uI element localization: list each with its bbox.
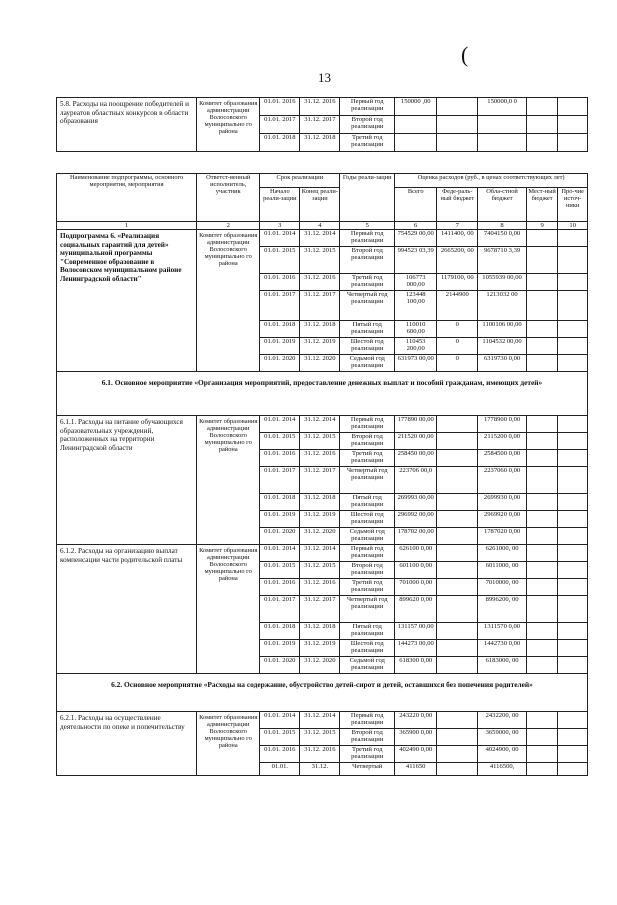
section-heading: 6.2. Основное мероприятие «Расходы на содержание, обустройство детей-сирот и детей, оставшихся без попечения родителей» — [57, 674, 588, 712]
header-regional: Обла-стной бюджет — [478, 188, 526, 222]
federal-value: 0 — [437, 321, 478, 338]
other-value — [558, 528, 588, 545]
start-date: 01.01. 2014 — [260, 712, 300, 729]
header-term: Срок реализации — [260, 174, 340, 188]
end-date: 31.12. 2017 — [300, 596, 340, 623]
header-federal: Феде-раль-ный бюджет — [437, 188, 478, 222]
federal-value: 0 — [437, 355, 478, 372]
task-name: 6.1.1. Расходы на питание обучающихся образовательных учреждений, расположенных на территории Ленинградской области — [57, 416, 197, 545]
column-number: 2 — [197, 222, 260, 230]
end-date: 31.12. 2017 — [300, 467, 340, 494]
regional-value: 1778900 0,00 — [478, 416, 526, 433]
other-value — [558, 355, 588, 372]
year-label: Первый год реализации — [340, 545, 395, 562]
local-value — [526, 640, 558, 657]
local-value — [526, 338, 558, 355]
federal-value — [437, 579, 478, 596]
federal-value — [437, 545, 478, 562]
regional-value: 1055939 00,00 — [478, 274, 526, 291]
start-date: 01.01. 2014 — [260, 416, 300, 433]
federal-value — [437, 657, 478, 674]
local-value — [526, 274, 558, 291]
total-value: 106773 000,00 — [395, 274, 437, 291]
total-value: 296992 00,00 — [395, 511, 437, 528]
local-value — [526, 355, 558, 372]
year-label: Третий год реализации — [340, 274, 395, 291]
federal-value — [437, 596, 478, 623]
total-value: 178702 00,00 — [395, 528, 437, 545]
federal-value — [437, 98, 478, 116]
other-value — [558, 545, 588, 562]
start-date: 01.01. 2015 — [260, 247, 300, 274]
end-date: 31.12. 2016 — [300, 579, 340, 596]
executor-name: Комитет образования администрации Волосовского муниципально го района — [197, 98, 260, 152]
year-label: Пятый год реализации — [340, 494, 395, 511]
end-date: 31.12. 2018 — [300, 623, 340, 640]
end-date: 31.12. 2015 — [300, 433, 340, 450]
local-value — [526, 623, 558, 640]
end-date: 31.12. 2018 — [300, 321, 340, 338]
year-label: Четвертый год реализации — [340, 467, 395, 494]
total-value: 411650 — [395, 763, 437, 776]
other-value — [558, 562, 588, 579]
executor-name: Комитет образования администрации Волосовского муниципально го района — [197, 416, 260, 545]
header-local: Мест-ный бюджет — [526, 188, 558, 222]
header-total: Всего — [395, 188, 437, 222]
start-date: 01.01. 2018 — [260, 321, 300, 338]
other-value — [558, 746, 588, 763]
table-row — [57, 98, 588, 116]
total-value: 269993 00,00 — [395, 494, 437, 511]
federal-value — [437, 746, 478, 763]
regional-value: 2699930 0,00 — [478, 494, 526, 511]
regional-value: 7404150 0,00 — [478, 230, 526, 247]
local-value — [526, 657, 558, 674]
start-date: 01.01. 2016 — [260, 98, 300, 116]
total-value: 110453 200,00 — [395, 338, 437, 355]
federal-value — [437, 433, 478, 450]
column-number: 3 — [260, 222, 300, 230]
executor-name: Комитет образования администрации Волосовского муниципально го района — [197, 545, 260, 674]
year-label: Третий год реализации — [340, 134, 395, 152]
start-date: 01.01. 2014 — [260, 545, 300, 562]
other-value — [558, 247, 588, 274]
local-value — [526, 596, 558, 623]
regional-value — [478, 134, 526, 152]
start-date: 01.01. — [260, 763, 300, 776]
table-row — [57, 416, 588, 433]
regional-value: 8996200, 00 — [478, 596, 526, 623]
column-number: 1 — [57, 222, 197, 230]
regional-value: 2432200, 00 — [478, 712, 526, 729]
local-value — [526, 467, 558, 494]
year-label: Четвертый год реализации — [340, 596, 395, 623]
column-number: 5 — [340, 222, 395, 230]
total-value: 123448 100,00 — [395, 291, 437, 321]
total-value: 601100 0,00 — [395, 562, 437, 579]
end-date: 31.12. 2014 — [300, 712, 340, 729]
end-date: 31.12. 2020 — [300, 355, 340, 372]
column-number: 10 — [558, 222, 588, 230]
local-value — [526, 579, 558, 596]
header-executor: Ответст-венный исполнитель, участник — [197, 174, 260, 222]
federal-value — [437, 729, 478, 746]
start-date: 01.01. 2019 — [260, 640, 300, 657]
end-date: 31.12. 2014 — [300, 545, 340, 562]
federal-value — [437, 450, 478, 467]
other-value — [558, 338, 588, 355]
year-label: Шестой год реализации — [340, 511, 395, 528]
column-number-row — [57, 222, 588, 230]
federal-value — [437, 528, 478, 545]
end-date: 31.12. 2016 — [300, 274, 340, 291]
end-date: 31.12. 2016 — [300, 98, 340, 116]
local-value — [526, 763, 558, 776]
total-value: 631973 00,00 — [395, 355, 437, 372]
start-date: 01.01. 2019 — [260, 511, 300, 528]
year-label: Третий год реализации — [340, 579, 395, 596]
federal-value — [437, 562, 478, 579]
year-label: Второй год реализации — [340, 729, 395, 746]
other-value — [558, 467, 588, 494]
header-years: Годы реали-зации — [340, 174, 395, 222]
header-name: Наименование подпрограммы, основного мероприятия, мероприятия — [57, 174, 197, 222]
end-date: 31.12. 2014 — [300, 416, 340, 433]
table-continuation — [56, 97, 588, 152]
regional-value: 6319730 0,00 — [478, 355, 526, 372]
year-label: Четвертый год реализации — [340, 291, 395, 321]
regional-value — [478, 116, 526, 134]
start-date: 01.01. 2017 — [260, 596, 300, 623]
table-row — [57, 712, 588, 729]
section-heading: 6.1. Основное мероприятие «Организация мероприятий, предоставление денежных выплат и пособий гражданам, имеющих детей» — [57, 372, 588, 416]
federal-value — [437, 134, 478, 152]
regional-value: 2584500 0,00 — [478, 450, 526, 467]
federal-value — [437, 511, 478, 528]
federal-value — [437, 467, 478, 494]
total-value: 258450 00,00 — [395, 450, 437, 467]
other-value — [558, 729, 588, 746]
task-name: Подпрограмма 6. «Реализация социальных гарантий для детей» муниципальной программы "Современное образование в Волосовском муниципальном районе Ленинградской области" — [57, 230, 197, 372]
year-label: Четвертый — [340, 763, 395, 776]
year-label: Первый год реализации — [340, 712, 395, 729]
total-value: 211520 00,00 — [395, 433, 437, 450]
local-value — [526, 528, 558, 545]
regional-value: 9678710 3,39 — [478, 247, 526, 274]
local-value — [526, 134, 558, 152]
start-date: 01.01. 2015 — [260, 433, 300, 450]
other-value — [558, 274, 588, 291]
federal-value — [437, 623, 478, 640]
year-label: Первый год реализации — [340, 230, 395, 247]
year-label: Шестой год реализации — [340, 338, 395, 355]
federal-value: 2144900 — [437, 291, 478, 321]
local-value — [526, 247, 558, 274]
end-date: 31.12. 2020 — [300, 528, 340, 545]
start-date: 01.01. 2014 — [260, 230, 300, 247]
other-value — [558, 450, 588, 467]
total-value: 150000 ,00 — [395, 98, 437, 116]
regional-value: 1311570 0,00 — [478, 623, 526, 640]
federal-value — [437, 116, 478, 134]
year-label: Второй год реализации — [340, 116, 395, 134]
other-value — [558, 98, 588, 116]
year-label: Шестой год реализации — [340, 640, 395, 657]
start-date: 01.01. 2020 — [260, 528, 300, 545]
end-date: 31.12. 2015 — [300, 247, 340, 274]
end-date: 31.12. — [300, 763, 340, 776]
year-label: Второй год реализации — [340, 247, 395, 274]
total-value: 223706 00,0 — [395, 467, 437, 494]
start-date: 01.01. 2017 — [260, 116, 300, 134]
start-date: 01.01. 2019 — [260, 338, 300, 355]
federal-value: 1411400, 00 — [437, 230, 478, 247]
executor-name: Комитет образования администрации Волосовского муниципально го района — [197, 230, 260, 372]
year-label: Второй год реализации — [340, 433, 395, 450]
regional-value: 4024900, 00 — [478, 746, 526, 763]
page-number: 13 — [318, 70, 331, 85]
total-value: 994523 03,39 — [395, 247, 437, 274]
other-value — [558, 134, 588, 152]
total-value: 110010 600,00 — [395, 321, 437, 338]
start-date: 01.01. 2015 — [260, 562, 300, 579]
year-label: Первый год реализации — [340, 416, 395, 433]
regional-value: 7010000, 00 — [478, 579, 526, 596]
federal-value — [437, 712, 478, 729]
header-estimate: Оценка расходов (руб., в ценах соответствующих лет) — [395, 174, 588, 188]
end-date: 31.12. 2014 — [300, 230, 340, 247]
regional-value: 1100106 00,00 — [478, 321, 526, 338]
start-date: 01.01. 2016 — [260, 450, 300, 467]
other-value — [558, 640, 588, 657]
local-value — [526, 416, 558, 433]
local-value — [526, 746, 558, 763]
end-date: 31.12. 2019 — [300, 511, 340, 528]
start-date: 01.01. 2016 — [260, 274, 300, 291]
local-value — [526, 712, 558, 729]
federal-value — [437, 640, 478, 657]
end-date: 31.12. 2018 — [300, 134, 340, 152]
total-value: 754529 00,00 — [395, 230, 437, 247]
other-value — [558, 116, 588, 134]
local-value — [526, 545, 558, 562]
total-value — [395, 134, 437, 152]
regional-value: 4116500, — [478, 763, 526, 776]
year-label: Седьмой год реализации — [340, 657, 395, 674]
federal-value — [437, 763, 478, 776]
other-value — [558, 511, 588, 528]
end-date: 31.12. 2020 — [300, 657, 340, 674]
start-date: 01.01. 2020 — [260, 355, 300, 372]
regional-value: 1442730 0,00 — [478, 640, 526, 657]
regional-value: 2237060 0,00 — [478, 467, 526, 494]
total-value — [395, 116, 437, 134]
other-value — [558, 763, 588, 776]
year-label: Первый год реализации — [340, 98, 395, 116]
start-date: 01.01. 2018 — [260, 494, 300, 511]
year-label: Третий год реализации — [340, 450, 395, 467]
end-date: 31.12. 2016 — [300, 450, 340, 467]
local-value — [526, 321, 558, 338]
other-value — [558, 623, 588, 640]
local-value — [526, 291, 558, 321]
other-value — [558, 657, 588, 674]
total-value: 365900 0,00 — [395, 729, 437, 746]
section-heading-row — [57, 674, 588, 712]
end-date: 31.12. 2018 — [300, 494, 340, 511]
regional-value: 6261000, 00 — [478, 545, 526, 562]
regional-value: 150000,0 0 — [478, 98, 526, 116]
total-value: 899620 0,00 — [395, 596, 437, 623]
other-value — [558, 321, 588, 338]
column-number: 8 — [478, 222, 526, 230]
start-date: 01.01. 2018 — [260, 623, 300, 640]
regional-value: 6183000, 00 — [478, 657, 526, 674]
other-value — [558, 291, 588, 321]
task-name: 6.1.2. Расходы на организацию выплат компенсации части родительской платы — [57, 545, 197, 674]
page-mark: ( — [461, 42, 469, 67]
end-date: 31.12. 2017 — [300, 291, 340, 321]
local-value — [526, 230, 558, 247]
local-value — [526, 494, 558, 511]
total-value: 144273 00,00 — [395, 640, 437, 657]
local-value — [526, 116, 558, 134]
local-value — [526, 729, 558, 746]
other-value — [558, 433, 588, 450]
regional-value: 1787020 0,00 — [478, 528, 526, 545]
regional-value: 3659000, 00 — [478, 729, 526, 746]
start-date: 01.01. 2017 — [260, 467, 300, 494]
year-label: Пятый год реализации — [340, 321, 395, 338]
other-value — [558, 579, 588, 596]
section-heading-row — [57, 372, 588, 416]
end-date: 31.12. 2015 — [300, 729, 340, 746]
column-number: 7 — [437, 222, 478, 230]
other-value — [558, 712, 588, 729]
column-number: 4 — [300, 222, 340, 230]
task-name: 6.2.1. Расходы на осуществление деятельности по опеке и попечительству — [57, 712, 197, 776]
header-start: Начало реали-зации — [260, 188, 300, 222]
total-value: 243220 0,00 — [395, 712, 437, 729]
table-row — [57, 230, 588, 247]
column-number: 9 — [526, 222, 558, 230]
column-number: 6 — [395, 222, 437, 230]
year-label: Седьмой год реализации — [340, 528, 395, 545]
year-label: Второй год реализации — [340, 562, 395, 579]
other-value — [558, 230, 588, 247]
total-value: 701000 0,00 — [395, 579, 437, 596]
local-value — [526, 511, 558, 528]
federal-value — [437, 494, 478, 511]
table-main — [56, 173, 588, 776]
start-date: 01.01. 2018 — [260, 134, 300, 152]
start-date: 01.01. 2015 — [260, 729, 300, 746]
local-value — [526, 562, 558, 579]
regional-value: 1213032 00 — [478, 291, 526, 321]
regional-value: 2969920 0,00 — [478, 511, 526, 528]
header-other: Про-чие источ-ники — [558, 188, 588, 222]
local-value — [526, 98, 558, 116]
start-date: 01.01. 2020 — [260, 657, 300, 674]
federal-value: 1179100, 00 — [437, 274, 478, 291]
end-date: 31.12. 2017 — [300, 116, 340, 134]
end-date: 31.12. 2019 — [300, 640, 340, 657]
local-value — [526, 433, 558, 450]
executor-name: Комитет образования администрации Волосовского муниципально го района — [197, 712, 260, 776]
total-value: 402490 0,00 — [395, 746, 437, 763]
federal-value: 0 — [437, 338, 478, 355]
end-date: 31.12. 2016 — [300, 746, 340, 763]
end-date: 31.12. 2019 — [300, 338, 340, 355]
other-value — [558, 494, 588, 511]
federal-value — [437, 416, 478, 433]
total-value: 626100 0,00 — [395, 545, 437, 562]
regional-value: 2115200 0,00 — [478, 433, 526, 450]
start-date: 01.01. 2016 — [260, 746, 300, 763]
task-name: 5.8. Расходы на поощрение победителей и лауреатов областных конкурсов в области образования — [57, 98, 197, 152]
start-date: 01.01. 2017 — [260, 291, 300, 321]
year-label: Пятый год реализации — [340, 623, 395, 640]
end-date: 31.12. 2015 — [300, 562, 340, 579]
header-end: Конец реали-зации — [300, 188, 340, 222]
start-date: 01.01. 2016 — [260, 579, 300, 596]
local-value — [526, 450, 558, 467]
regional-value: 6011000, 00 — [478, 562, 526, 579]
table-row — [57, 545, 588, 562]
total-value: 177890 00,00 — [395, 416, 437, 433]
other-value — [558, 416, 588, 433]
other-value — [558, 596, 588, 623]
total-value: 131157 00,00 — [395, 623, 437, 640]
year-label: Седьмой год реализации — [340, 355, 395, 372]
regional-value: 1104532 00,00 — [478, 338, 526, 355]
year-label: Третий год реализации — [340, 746, 395, 763]
federal-value: 2665200, 00 — [437, 247, 478, 274]
total-value: 618300 0,00 — [395, 657, 437, 674]
